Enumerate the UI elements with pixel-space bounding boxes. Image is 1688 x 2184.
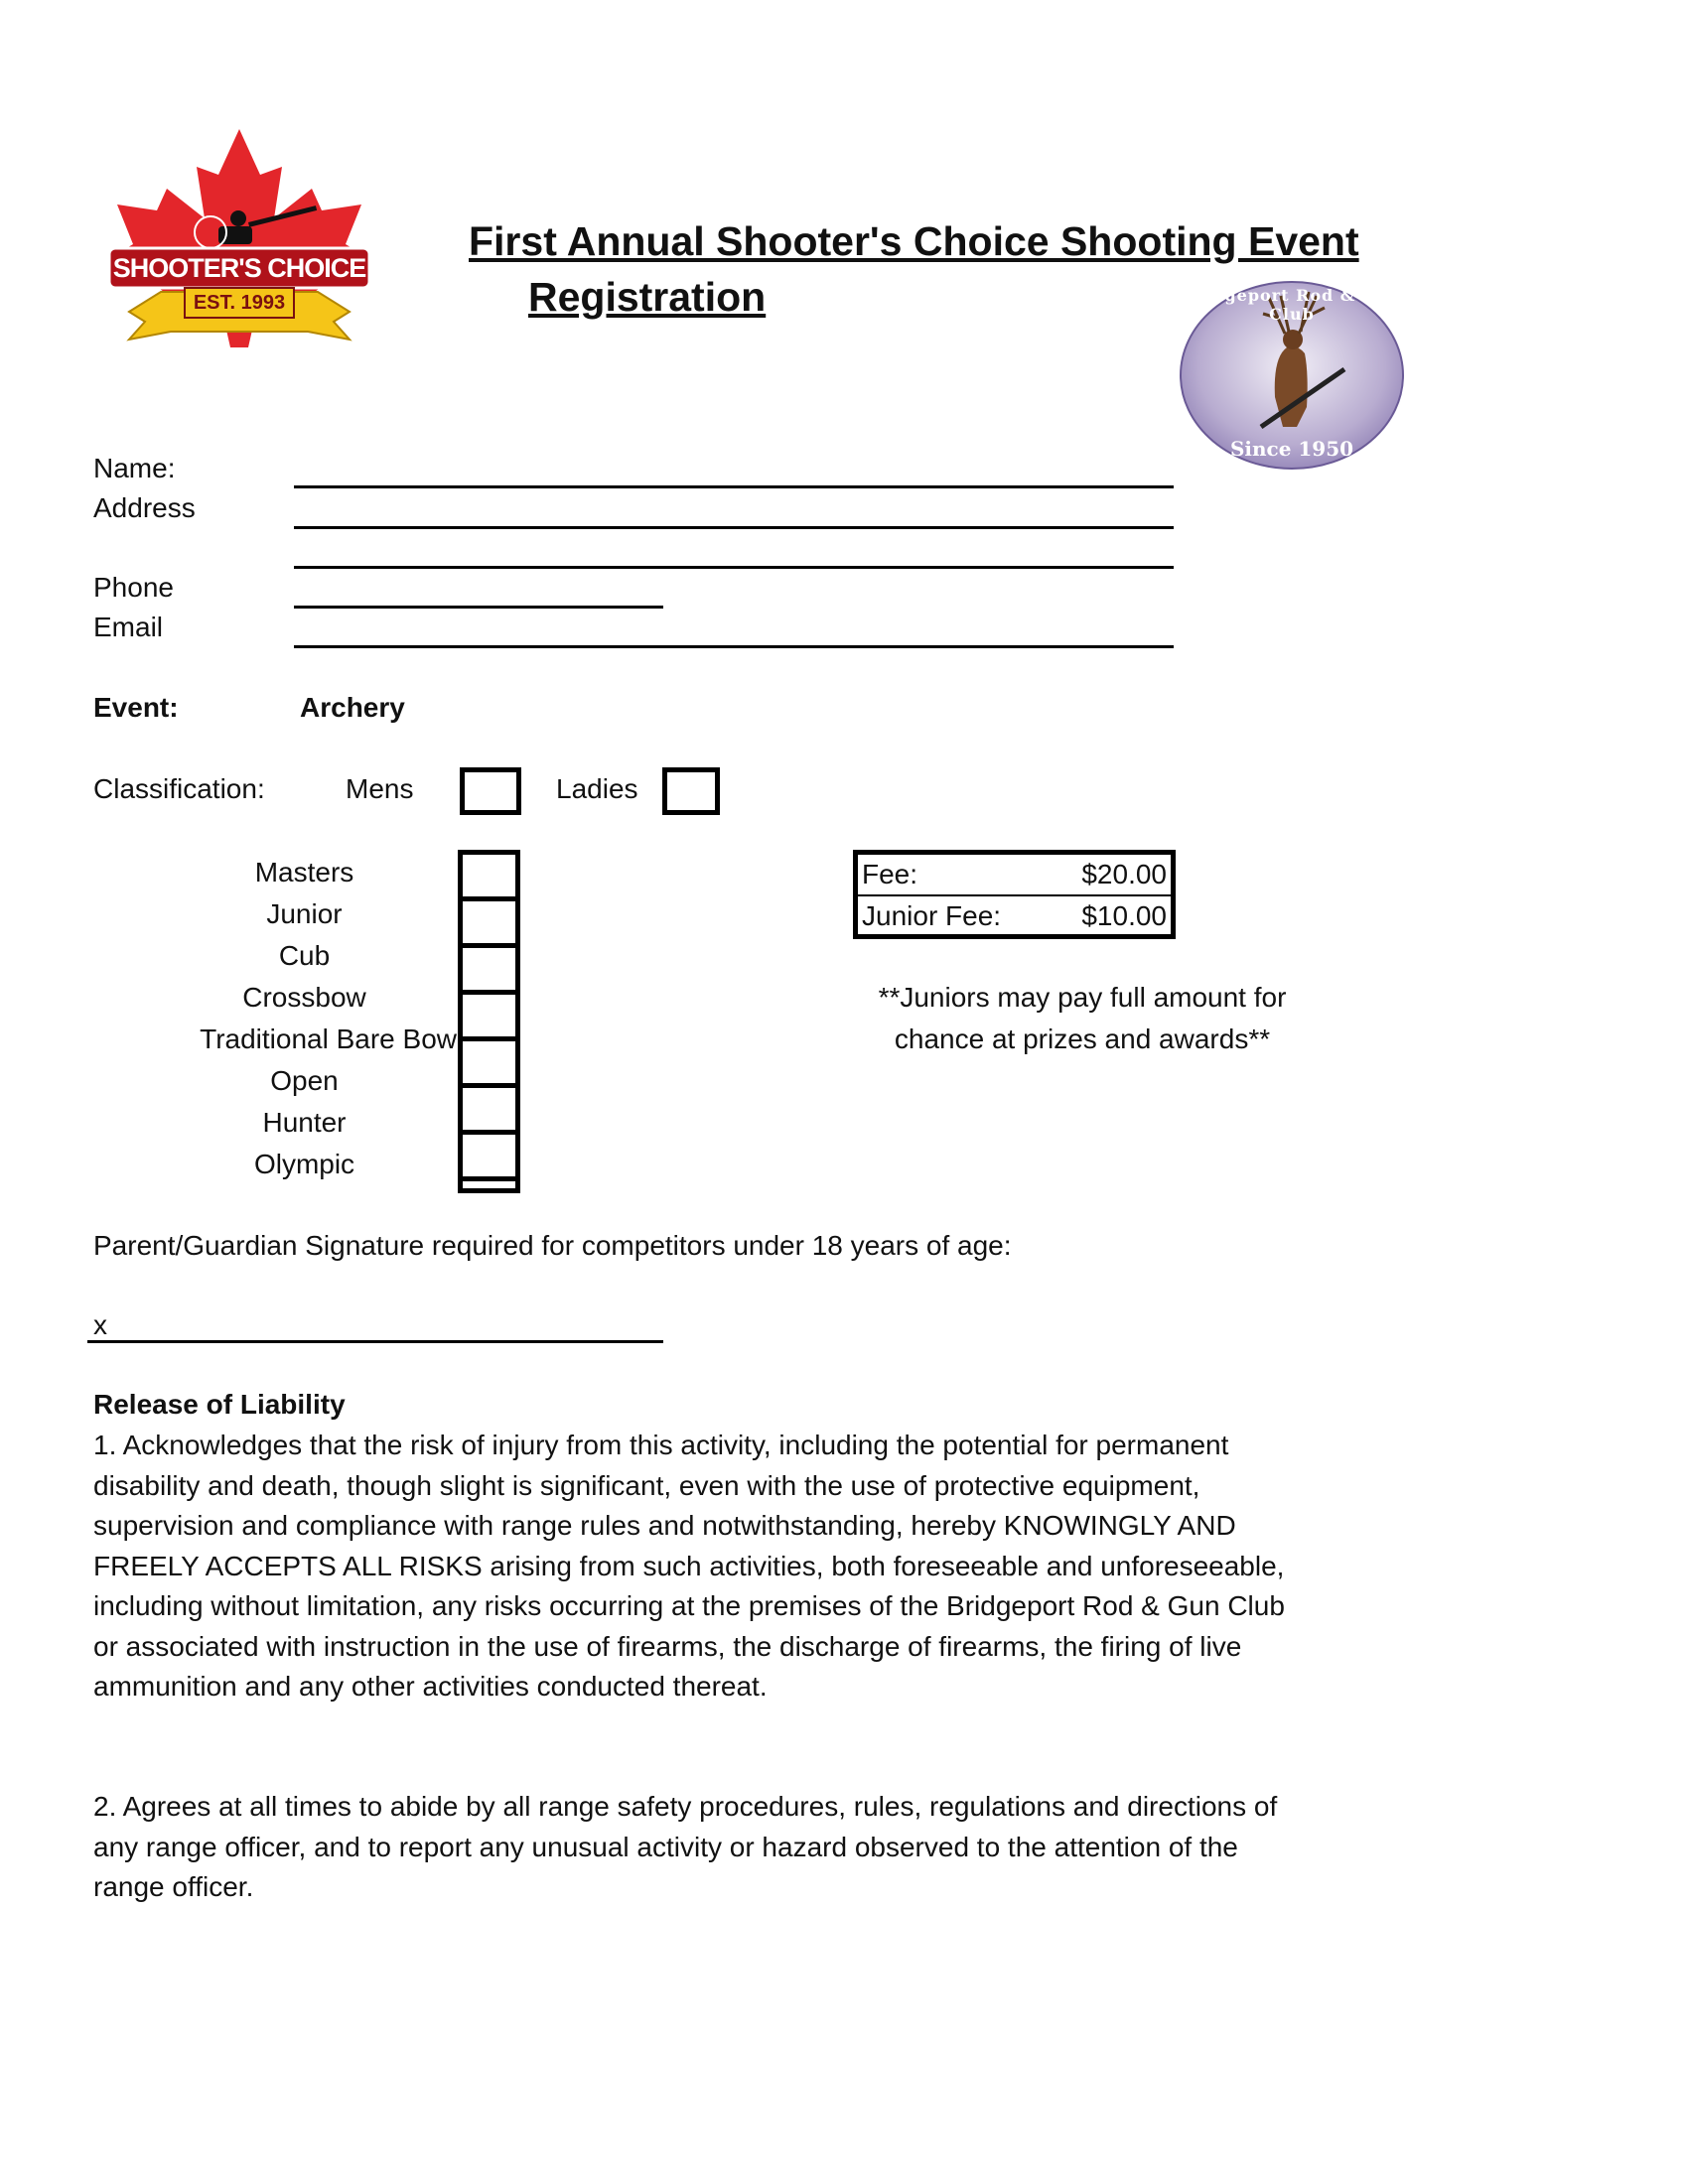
category-hunter: Hunter [262, 1107, 347, 1138]
mens-checkbox[interactable] [460, 767, 521, 815]
fee-row [858, 855, 1171, 894]
category-open: Open [270, 1065, 339, 1096]
category-olympic: Olympic [253, 1149, 355, 1179]
phone-label: Phone [93, 572, 174, 603]
release-p1-line: 1. Acknowledges that the risk of injury from this activity, including the potential for permanent [93, 1430, 1229, 1460]
release-p1-line: ammunition and any other activities conducted thereat. [93, 1671, 768, 1702]
logo-est-text: EST. 1993 [193, 292, 286, 314]
ladies-label: Ladies [556, 773, 638, 804]
signature-x-mark: x [93, 1309, 107, 1340]
name-label: Name: [93, 453, 176, 483]
category-junior: Junior [266, 898, 343, 929]
phone-field[interactable] [294, 606, 663, 609]
address-label: Address [93, 492, 196, 523]
event-label: Event: [93, 692, 179, 723]
junior-fee-value: $10.00 [1081, 900, 1167, 931]
junior-fee-label: Junior Fee: [862, 900, 1002, 931]
junior-note-line-2: chance at prizes and awards** [894, 1024, 1271, 1054]
mens-label: Mens [346, 773, 414, 804]
category-crossbow: Crossbow [242, 982, 366, 1013]
fee-table [853, 850, 1176, 939]
classification-label: Classification: [93, 773, 265, 804]
category-masters: Masters [254, 857, 354, 887]
release-p2-line: range officer. [93, 1871, 254, 1902]
traditional-bare-bow-checkbox[interactable] [463, 1041, 515, 1088]
olympic-checkbox[interactable] [463, 1181, 515, 1223]
junior-fee-row [858, 894, 1171, 936]
email-field[interactable] [294, 645, 1174, 648]
release-heading: Release of Liability [93, 1389, 346, 1420]
release-p1-line: supervision and compliance with range rules and notwithstanding, hereby KNOWINGLY AND [93, 1510, 1236, 1541]
release-p1-line: including without limitation, any risks occurring at the premises of the Bridgeport Rod & Gun Club [93, 1590, 1285, 1621]
address-field-line-2[interactable] [294, 566, 1174, 569]
fee-label: Fee: [862, 859, 918, 889]
open-checkbox[interactable] [463, 1088, 515, 1135]
release-paragraph-2 [93, 1787, 1335, 1908]
logo-brand-text: SHOOTER'S CHOICE [112, 253, 366, 283]
category-traditional-bare-bow: Traditional Bare Bow [200, 1024, 457, 1054]
junior-note-line-1: **Juniors may pay full amount for [878, 982, 1287, 1013]
shooters-choice-logo [99, 127, 379, 355]
junior-checkbox[interactable] [463, 901, 515, 948]
signature-prompt: Parent/Guardian Signature required for competitors under 18 years of age: [93, 1230, 1012, 1261]
signature-field[interactable] [87, 1340, 663, 1343]
ladies-checkbox[interactable] [662, 767, 720, 815]
release-p1-line: FREELY ACCEPTS ALL RISKS arising from such activities, both foreseeable and unforeseeable, [93, 1550, 1285, 1581]
release-p1-line: disability and death, though slight is significant, even with the use of protective equipment, [93, 1469, 1200, 1501]
category-cub: Cub [278, 940, 331, 971]
address-field-line-1[interactable] [294, 526, 1174, 529]
release-p1-line: or associated with instruction in the use of firearms, the discharge of firearms, the firing of live [93, 1630, 1242, 1662]
club-name-text: Bridgeport Rod & Gun Club [1182, 286, 1402, 324]
release-paragraph-1 [93, 1426, 1335, 1707]
name-field[interactable] [294, 485, 1174, 488]
email-label: Email [93, 612, 164, 642]
club-since-text: Since 1950 [1229, 437, 1354, 461]
fee-value: $20.00 [1081, 859, 1167, 889]
cub-checkbox[interactable] [463, 948, 515, 995]
release-p2-line: 2. Agrees at all times to abide by all range safety procedures, rules, regulations and directions of [93, 1791, 1278, 1822]
category-checkbox-stack [458, 850, 520, 1193]
hunter-checkbox[interactable] [463, 1135, 515, 1181]
page-subtitle: Registration [528, 274, 767, 320]
release-p2-line: any range officer, and to report any unusual activity or hazard observed to the attention of the [93, 1831, 1238, 1862]
bridgeport-club-logo [1178, 278, 1406, 473]
event-value: Archery [300, 692, 405, 723]
masters-checkbox[interactable] [463, 855, 515, 901]
page-title: First Annual Shooter's Choice Shooting Event [469, 218, 1359, 264]
crossbow-checkbox[interactable] [463, 995, 515, 1041]
